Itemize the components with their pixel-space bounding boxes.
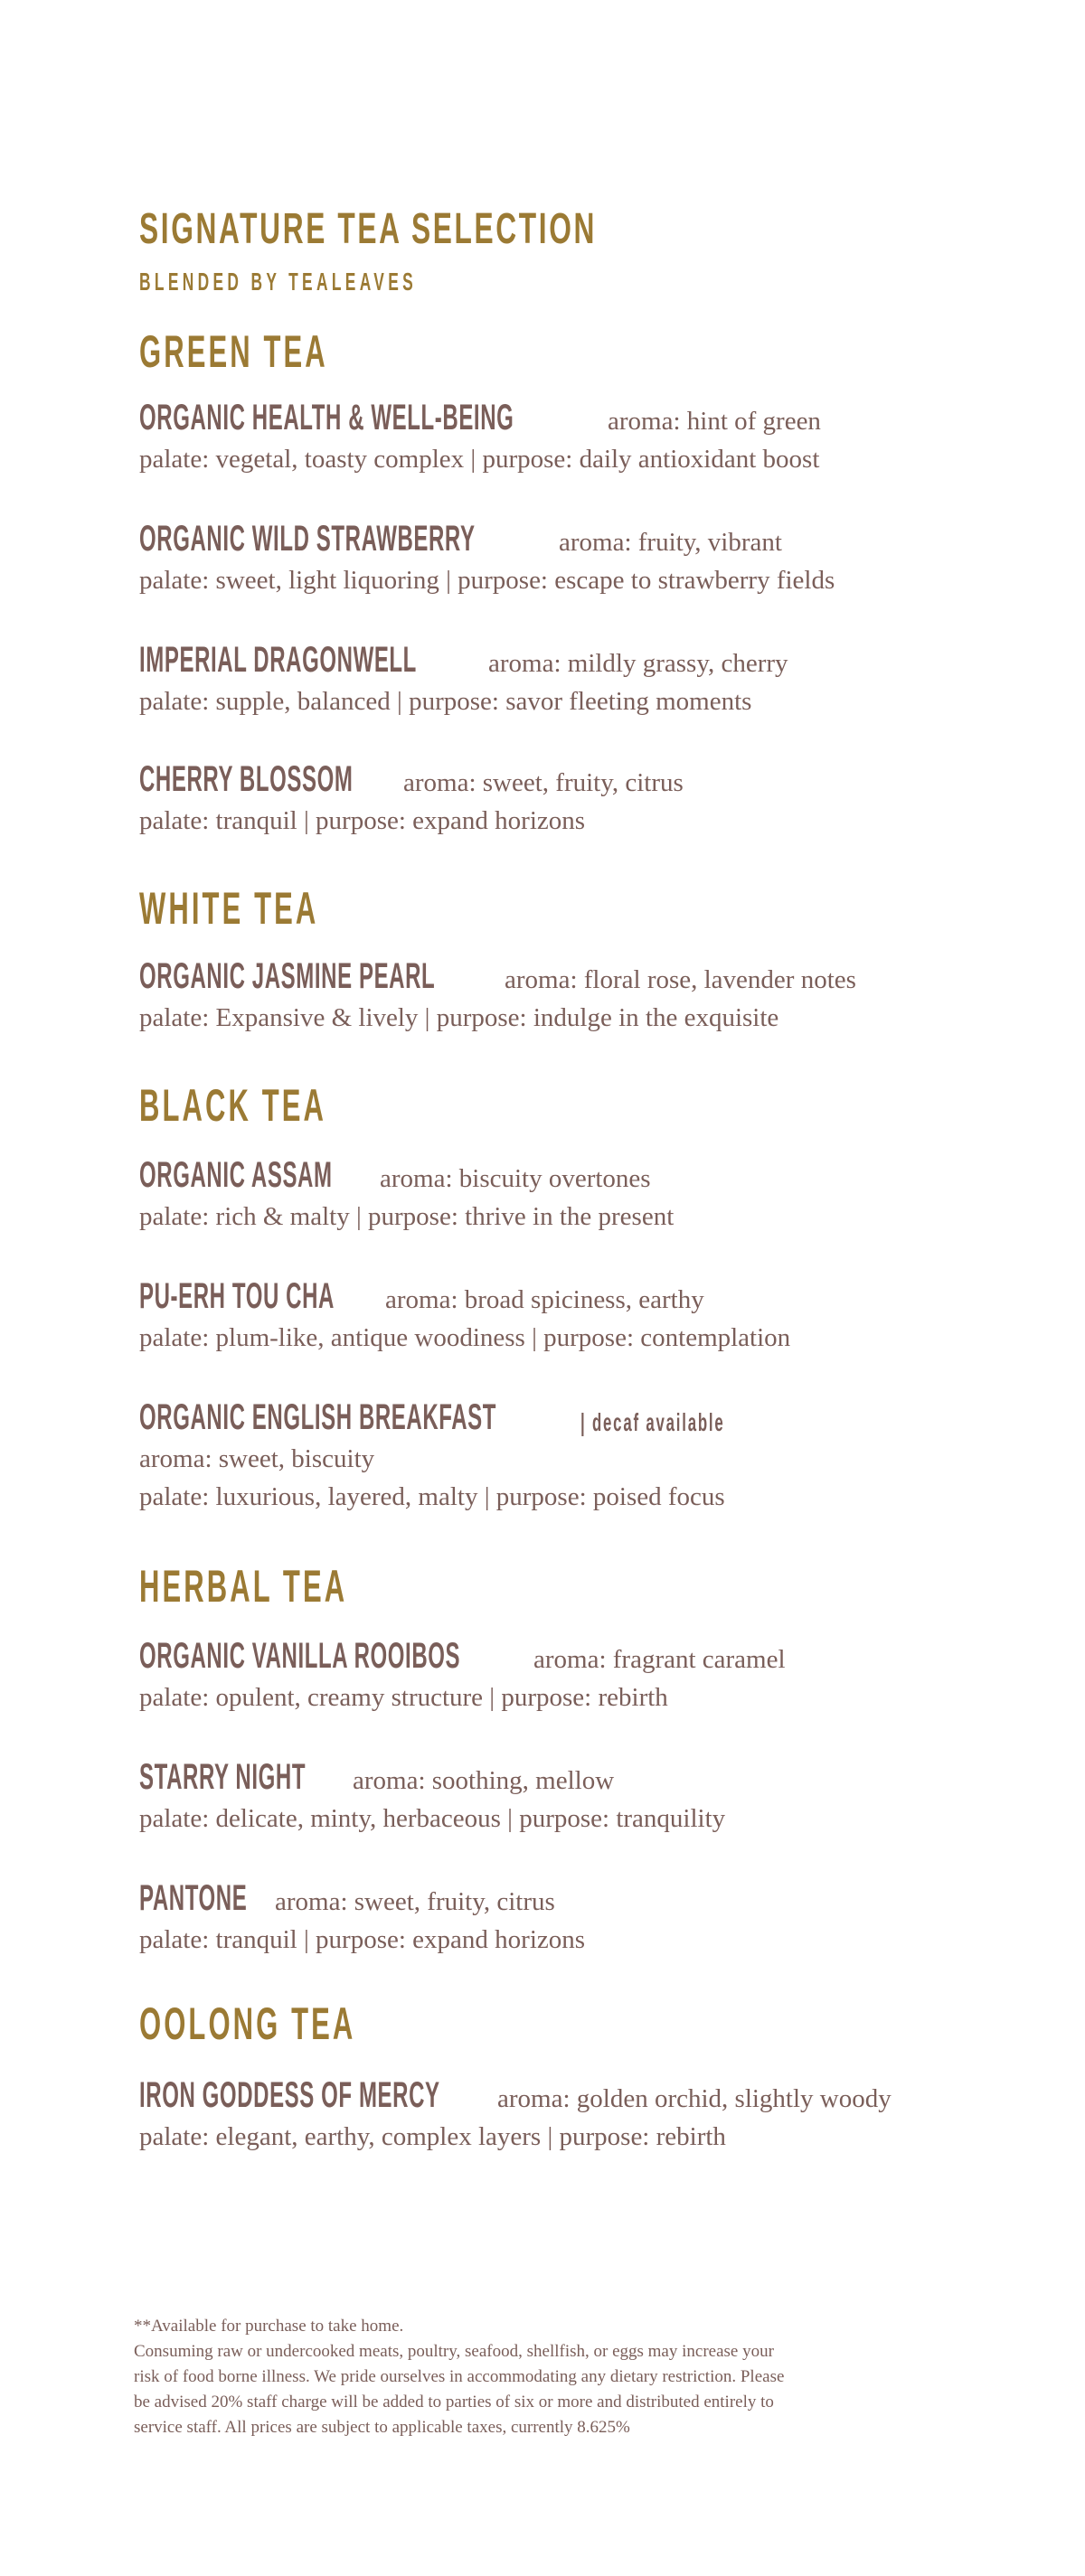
item-aroma: aroma: floral rose, lavender notes xyxy=(505,965,856,994)
section-title-green-tea: GREEN TEA xyxy=(139,326,328,377)
item-aroma: aroma: biscuity overtones xyxy=(380,1164,651,1193)
disclaimer-line: service staff. All prices are subject to applicable taxes, currently 8.625% xyxy=(134,2418,630,2437)
item-aroma: aroma: sweet, biscuity xyxy=(139,1444,375,1473)
item-palate-purpose: palate: tranquil | purpose: expand horizons xyxy=(139,1925,586,1954)
item-aroma: aroma: fragrant caramel xyxy=(533,1645,786,1674)
item-name: STARRY NIGHT xyxy=(139,1757,307,1797)
item-aroma: aroma: hint of green xyxy=(608,407,821,436)
item-palate-purpose: palate: supple, balanced | purpose: savor fleeting moments xyxy=(139,687,752,716)
section-title-oolong-tea: OOLONG TEA xyxy=(139,1998,356,2049)
disclaimer-line: be advised 20% staff charge will be added to parties of six or more and distributed entirely to xyxy=(134,2393,774,2411)
item-aroma: aroma: sweet, fruity, citrus xyxy=(403,768,684,797)
item-aroma: aroma: mildly grassy, cherry xyxy=(488,649,788,678)
section-title-white-tea: WHITE TEA xyxy=(139,883,319,934)
item-name: ORGANIC VANILLA ROOIBOS xyxy=(139,1636,461,1676)
item-name: ORGANIC WILD STRAWBERRY xyxy=(139,519,476,559)
item-name: CHERRY BLOSSOM xyxy=(139,759,354,799)
take-home-note: **Available for purchase to take home. xyxy=(134,2317,404,2336)
item-palate-purpose: palate: opulent, creamy structure | purpose: rebirth xyxy=(139,1683,668,1712)
menu-title: SIGNATURE TEA SELECTION xyxy=(139,205,598,253)
item-aroma: aroma: sweet, fruity, citrus xyxy=(275,1887,555,1916)
item-aroma: aroma: broad spiciness, earthy xyxy=(385,1285,704,1314)
footer-disclaimer xyxy=(134,2314,948,2440)
item-palate-purpose: palate: delicate, minty, herbaceous | purpose: tranquility xyxy=(139,1804,726,1833)
item-name: ORGANIC ASSAM xyxy=(139,1155,333,1195)
item-name: PU-ERH TOU CHA xyxy=(139,1276,335,1316)
item-aroma: aroma: soothing, mellow xyxy=(353,1766,615,1795)
item-name: IRON GODDESS OF MERCY xyxy=(139,2075,440,2115)
item-palate-purpose: palate: sweet, light liquoring | purpose: escape to strawberry fields xyxy=(139,566,835,595)
item-palate-purpose: palate: vegetal, toasty complex | purpose: daily antioxidant boost xyxy=(139,445,820,474)
item-aroma: aroma: fruity, vibrant xyxy=(559,528,782,557)
menu-subtitle: BLENDED BY TEALEAVES xyxy=(139,268,418,296)
item-name: ORGANIC JASMINE PEARL xyxy=(139,956,436,996)
item-name: ORGANIC HEALTH & WELL-BEING xyxy=(139,398,514,437)
disclaimer-line: risk of food borne illness. We pride ourselves in accommodating any dietary restriction. Please xyxy=(134,2367,785,2386)
item-name: ORGANIC ENGLISH BREAKFAST xyxy=(139,1397,497,1437)
section-title-black-tea: BLACK TEA xyxy=(139,1080,327,1131)
item-palate-purpose: palate: Expansive & lively | purpose: indulge in the exquisite xyxy=(139,1003,779,1032)
item-name: PANTONE xyxy=(139,1878,248,1918)
item-palate-purpose: palate: luxurious, layered, malty | purpose: poised focus xyxy=(139,1482,725,1511)
item-aroma: aroma: golden orchid, slightly woody xyxy=(497,2084,892,2113)
item-palate-purpose: palate: rich & malty | purpose: thrive in the present xyxy=(139,1202,675,1231)
item-palate-purpose: palate: tranquil | purpose: expand horizons xyxy=(139,806,586,835)
decaf-available-note: | decaf available xyxy=(580,1408,725,1436)
disclaimer-line: Consuming raw or undercooked meats, poultry, seafood, shellfish, or eggs may increase your xyxy=(134,2342,774,2361)
item-name: IMPERIAL DRAGONWELL xyxy=(139,640,417,680)
item-palate-purpose: palate: elegant, earthy, complex layers | purpose: rebirth xyxy=(139,2122,726,2151)
item-palate-purpose: palate: plum-like, antique woodiness | purpose: contemplation xyxy=(139,1323,791,1352)
section-title-herbal-tea: HERBAL TEA xyxy=(139,1561,348,1612)
